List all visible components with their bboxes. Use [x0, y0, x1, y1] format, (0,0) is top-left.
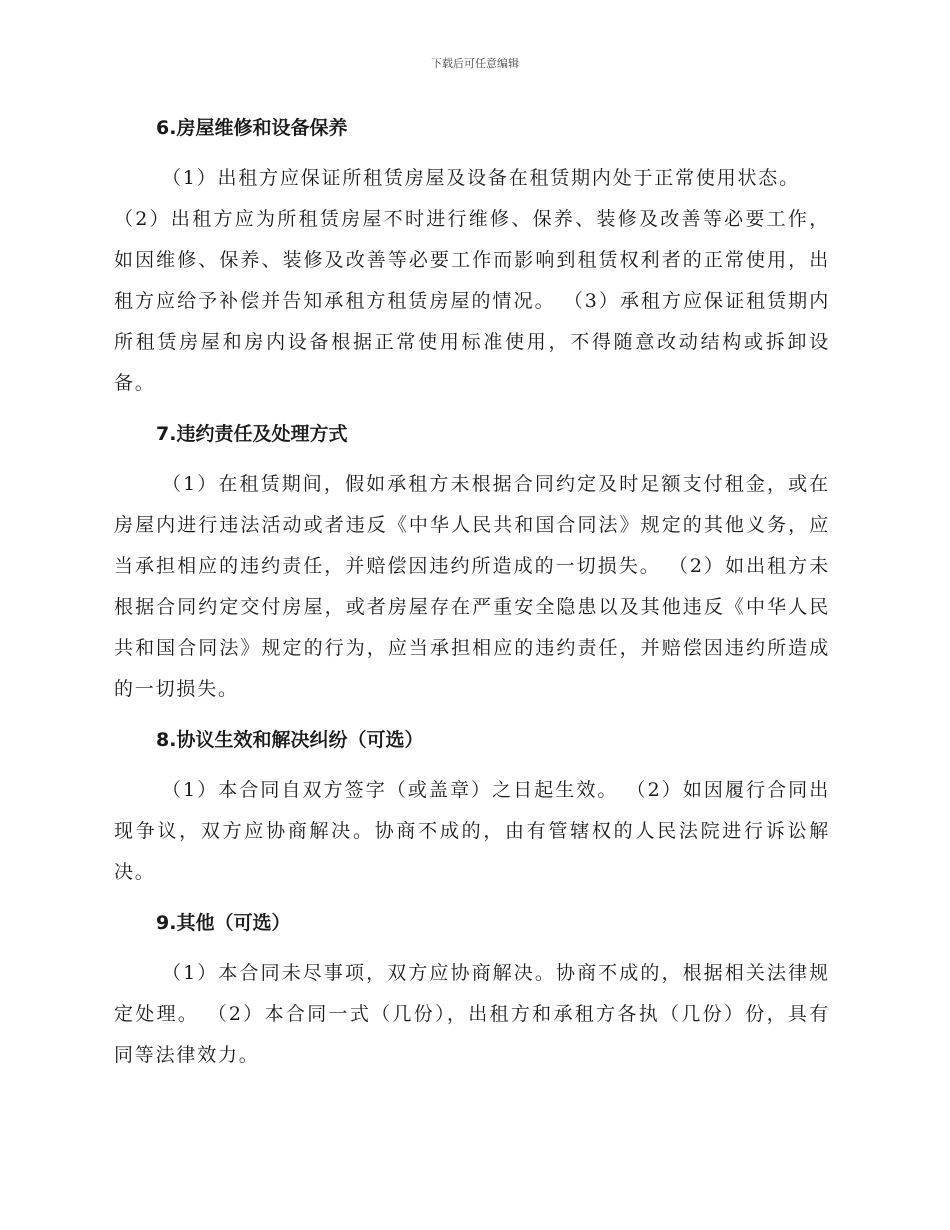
- section-paragraph: （2）出租方应为所租赁房屋不时进行维修、保养、装修及改善等必要工作，如因维修、保养、装修及改善等必要工作而影响到租赁权利者的正常使用，出租方应给予补偿并告知承租方租赁房屋的情况。 （3）承租方应保证租赁期内所租赁房屋和房内设备根据正常使用标准使用，不得随意改动结构或拆卸设备。: [114, 208, 830, 394]
- section-paragraph: （1）本合同自双方签字（或盖章）之日起生效。 （2）如因履行合同出现争议，双方应协商解决。协商不成的，由有管辖权的人民法院进行诉讼解决。: [114, 779, 830, 883]
- section-other: [114, 903, 830, 1076]
- section-heading: 6.房屋维修和设备保养: [156, 117, 348, 139]
- section-paragraph: （1）在租赁期间，假如承租方未根据合同约定及时足额支付租金，或在房屋内进行违法活动或者违反《中华人民共和国合同法》规定的其他义务，应当承担相应的违约责任，并赔偿因违约所造成的一切损失。 （2）如出租方未根据合同约定交付房屋，或者房屋存在严重安全隐患以及其他违反《中华人民共和国合同法》规定的行为，应当承担相应的违约责任，并赔偿因违约所造成的一切损失。: [114, 473, 830, 700]
- section-maintenance: [114, 108, 830, 404]
- document-body: [114, 108, 830, 1086]
- section-effect-disputes: [114, 720, 830, 893]
- section-paragraph: （1）出租方应保证所租赁房屋及设备在租赁期内处于正常使用状态。: [162, 167, 800, 189]
- page-header-note: 下载后可任意编辑: [431, 57, 519, 70]
- section-paragraph: （1）本合同未尽事项，双方应协商解决。协商不成的，根据相关法律规定处理。 （2）本合同一式（几份），出租方和承租方各执（几份）份，具有同等法律效力。: [114, 962, 830, 1066]
- section-heading: 8.协议生效和解决纠纷（可选）: [156, 729, 424, 751]
- section-liability: [114, 414, 830, 710]
- section-heading: 7.违约责任及处理方式: [156, 423, 348, 445]
- section-heading: 9.其他（可选）: [156, 912, 291, 934]
